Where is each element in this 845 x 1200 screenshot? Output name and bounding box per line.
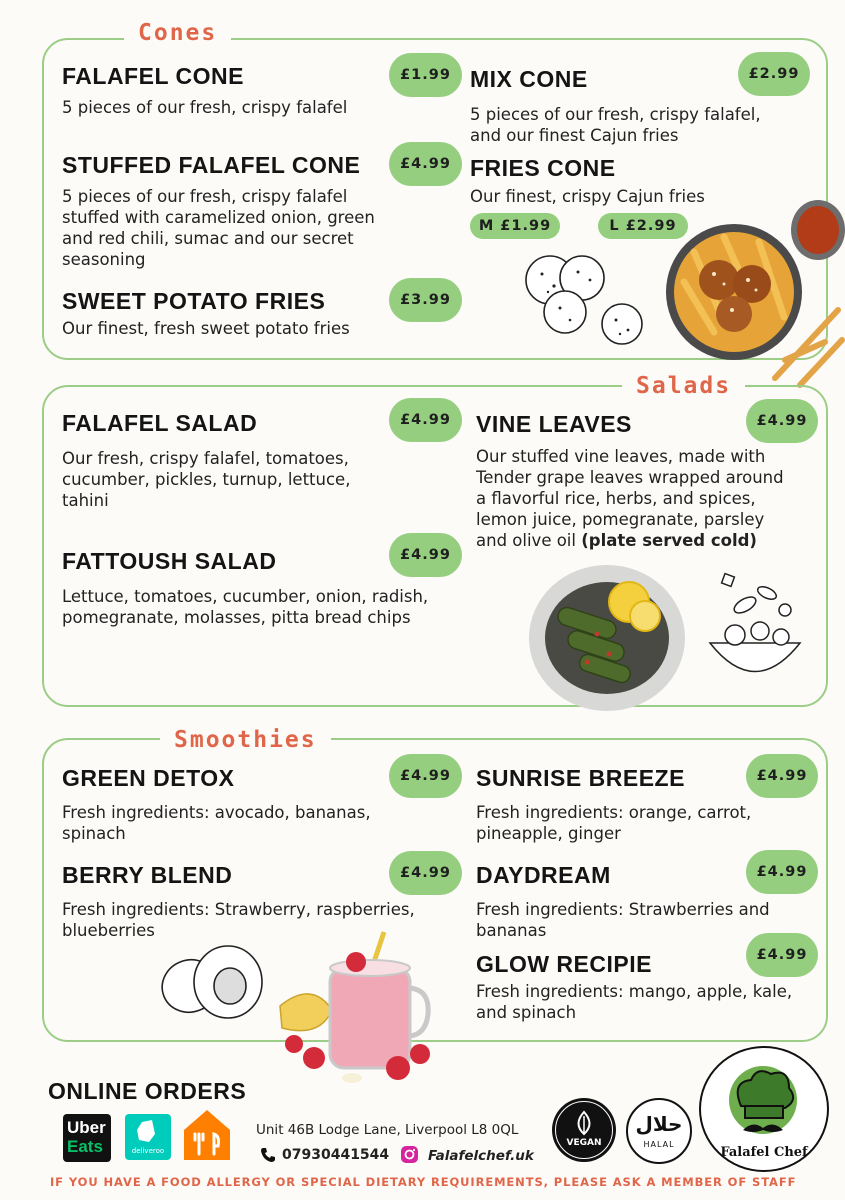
price-badge: £4.99 <box>389 754 462 798</box>
avocado-sketch-illustration <box>158 942 266 1022</box>
address-text: Unit 46B Lodge Lane, Liverpool L8 0QL <box>256 1122 519 1138</box>
halal-badge-text: HALAL <box>643 1140 675 1149</box>
price-badge: £1.99 <box>389 53 462 97</box>
vine-leaves-plate-photo <box>527 562 687 712</box>
item-description: 5 pieces of our fresh, crispy falafel stuffed with caramelized onion, green and red chili, sumac and our secret seasoning <box>62 187 375 269</box>
item-name: SWEET POTATO FRIES <box>62 288 326 314</box>
item-description: Fresh ingredients: Strawberry, raspberries, blueberries <box>62 900 415 940</box>
cones-title: Cones <box>124 18 231 48</box>
price-badge: £4.99 <box>389 142 462 186</box>
online-orders-heading: ONLINE ORDERS <box>48 1078 247 1104</box>
vegan-badge-text: VEGAN <box>566 1138 602 1148</box>
salads-title: Salads <box>622 371 745 401</box>
phone-number[interactable]: 07930441544 <box>282 1147 390 1163</box>
instagram-handle[interactable]: Falafelchef.uk <box>428 1148 534 1164</box>
price-badge: £4.99 <box>389 851 462 895</box>
price-badge: £4.99 <box>746 399 818 443</box>
salad-bowl-sketch-illustration <box>705 565 805 695</box>
item-name: GLOW RECIPIE <box>476 951 652 977</box>
brand-name: Falafel Chef <box>720 1145 808 1160</box>
deliveroo-kangaroo-icon <box>125 1114 171 1150</box>
item-name: FALAFEL CONE <box>62 63 244 89</box>
item-description: Fresh ingredients: Strawberries and bananas <box>476 900 770 940</box>
leaf-icon <box>571 1110 597 1136</box>
item-name: FATTOUSH SALAD <box>62 548 277 574</box>
uber-eats-logo-text-top: Uber <box>67 1118 106 1137</box>
item-name: GREEN DETOX <box>62 765 235 791</box>
halal-badge <box>626 1098 692 1164</box>
falafel-chef-logo <box>699 1046 829 1172</box>
halal-arabic-text: حلال <box>635 1112 683 1136</box>
item-description: Our finest, crispy Cajun fries <box>470 187 705 206</box>
item-name: VINE LEAVES <box>476 411 632 437</box>
price-badge: £3.99 <box>389 278 462 322</box>
item-name: FRIES CONE <box>470 155 616 181</box>
item-description: 5 pieces of our fresh, crispy falafel <box>62 98 348 117</box>
item-description: 5 pieces of our fresh, crispy falafel, and our finest Cajun fries <box>470 105 761 145</box>
price-badge: £4.99 <box>746 933 818 977</box>
price-badge: £4.99 <box>389 398 462 442</box>
instagram-icon <box>400 1145 419 1164</box>
uber-eats-logo-text-bottom: Eats <box>67 1137 103 1156</box>
vegan-badge <box>552 1098 616 1162</box>
item-description: Our finest, fresh sweet potato fries <box>62 319 350 338</box>
allergy-notice: IF YOU HAVE A FOOD ALLERGY OR SPECIAL DIETARY REQUIREMENTS, PLEASE ASK A MEMBER OF STAFF <box>50 1175 797 1189</box>
loose-fries-photo <box>770 300 845 390</box>
item-description: Lettuce, tomatoes, cucumber, onion, radish, pomegranate, molasses, pitta bread chips <box>62 587 429 627</box>
just-eat-logo[interactable] <box>182 1108 232 1162</box>
smoothie-jar-photo <box>272 928 440 1086</box>
smoothies-title: Smoothies <box>160 725 331 755</box>
item-name: MIX CONE <box>470 66 588 92</box>
uber-eats-logo[interactable] <box>63 1114 111 1162</box>
item-description: Fresh ingredients: avocado, bananas, spinach <box>62 803 371 843</box>
size-l-price: L £2.99 <box>598 213 688 239</box>
item-description: Our fresh, crispy falafel, tomatoes, cucumber, pickles, turnup, lettuce, tahini <box>62 449 351 510</box>
size-m-price: M £1.99 <box>470 213 560 239</box>
item-name: STUFFED FALAFEL CONE <box>62 152 361 178</box>
item-name: BERRY BLEND <box>62 862 233 888</box>
deliveroo-logo[interactable] <box>125 1114 171 1160</box>
price-badge: £2.99 <box>738 52 810 96</box>
item-description: Our stuffed vine leaves, made with Tender grape leaves wrapped around a flavorful rice, herbs, and spices, lemon juice, pomegranate, parsley and olive oil (plate served cold) <box>476 447 784 550</box>
price-badge: £4.99 <box>746 754 818 798</box>
falafel-sketch-illustration <box>520 250 650 350</box>
price-badge: £4.99 <box>746 850 818 894</box>
item-name: DAYDREAM <box>476 862 611 888</box>
item-name: FALAFEL SALAD <box>62 410 258 436</box>
item-name: SUNRISE BREEZE <box>476 765 685 791</box>
chef-hat-icon <box>717 1060 809 1140</box>
sauce-cup-photo <box>790 198 845 260</box>
deliveroo-logo-text: deliveroo <box>131 1147 165 1155</box>
item-description: Fresh ingredients: orange, carrot, pineapple, ginger <box>476 803 752 843</box>
price-badge: £4.99 <box>389 533 462 577</box>
item-description: Fresh ingredients: mango, apple, kale, and spinach <box>476 982 793 1022</box>
phone-icon <box>260 1147 276 1163</box>
